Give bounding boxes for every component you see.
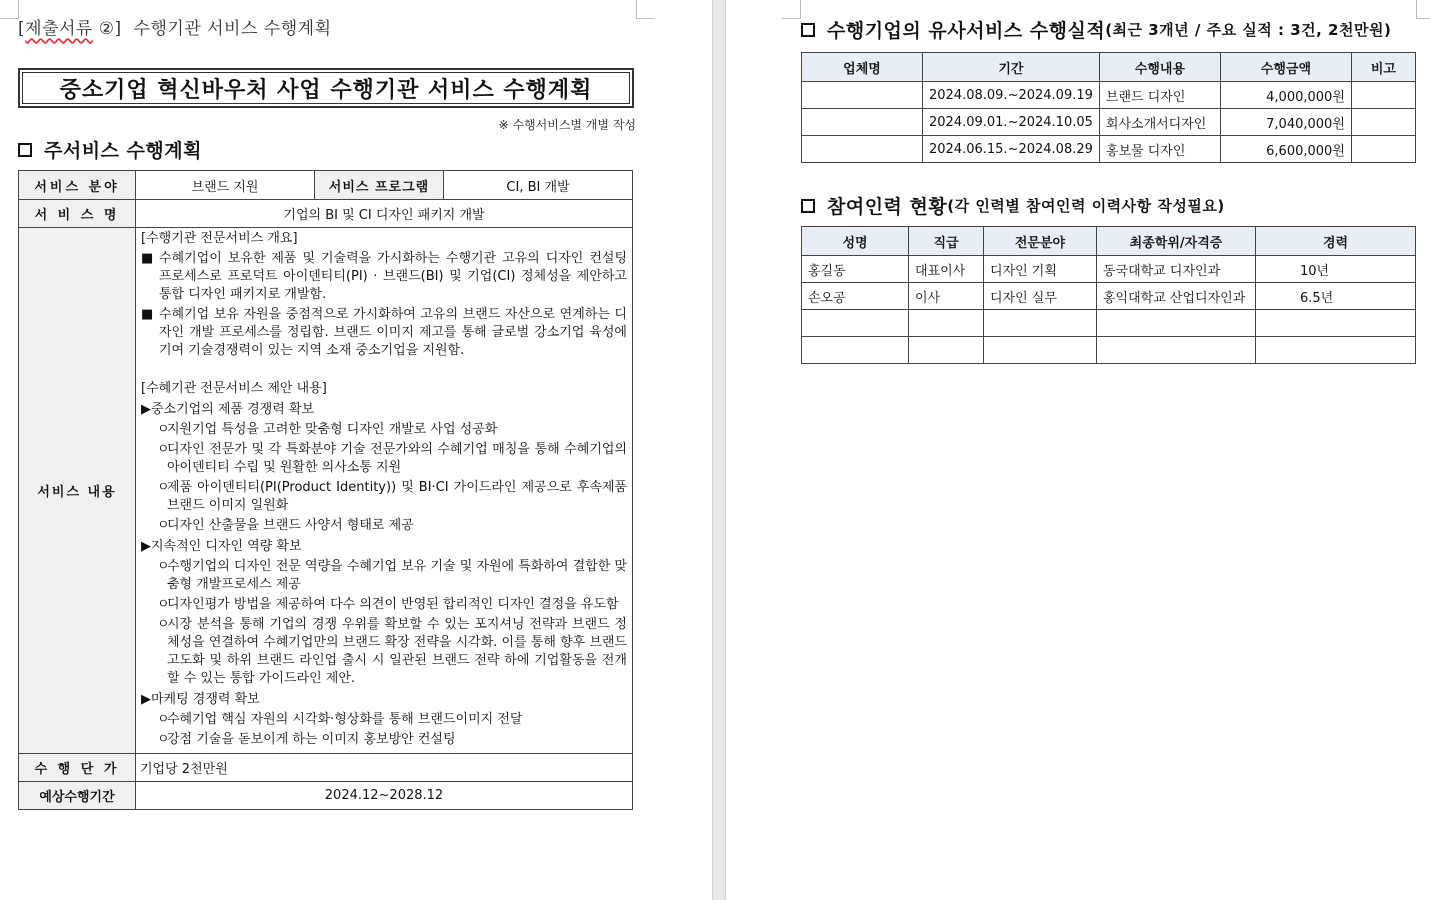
table-cell bbox=[1351, 109, 1415, 136]
header-label: 제출서류 bbox=[25, 19, 93, 39]
circle-bullet-icon: ㅇ bbox=[157, 518, 170, 533]
circle-bullet-icon: ㅇ bbox=[157, 617, 170, 632]
proposal-item bbox=[141, 441, 627, 477]
page-corner-mark bbox=[636, 0, 655, 19]
period-label: 예상수행기간 bbox=[19, 782, 136, 810]
triangle-bullet-icon: ▶ bbox=[141, 402, 151, 417]
proposal-item bbox=[141, 479, 627, 515]
table-cell: 회사소개서디자인 bbox=[1099, 109, 1220, 136]
proposal-item bbox=[141, 731, 627, 749]
column-header: 직급 bbox=[909, 227, 984, 256]
section-heading-text: 수행기업의 유사서비스 수행실적 bbox=[827, 20, 1106, 42]
spacer bbox=[141, 362, 627, 380]
table-cell: 디자인 실무 bbox=[984, 283, 1097, 310]
table-cell: 2024.09.01.~2024.10.05 bbox=[923, 109, 1100, 136]
table-cell: 6.5년 bbox=[1256, 283, 1416, 310]
column-header: 기간 bbox=[923, 53, 1100, 82]
service-content-cell bbox=[136, 228, 633, 754]
column-header: 경력 bbox=[1256, 227, 1416, 256]
circle-bullet-icon: ㅇ bbox=[157, 712, 170, 727]
table-cell: 손오공 bbox=[802, 283, 909, 310]
table-cell bbox=[984, 310, 1097, 337]
table-cell bbox=[802, 82, 923, 109]
proposal-item-text: 디자인평가 방법을 제공하여 다수 의견이 반영된 합리적인 디자인 결정을 유도함 bbox=[167, 597, 619, 612]
table-cell: 동국대학교 디자인과 bbox=[1097, 256, 1256, 283]
column-header: 최종학위/자격증 bbox=[1097, 227, 1256, 256]
proposal-item-text: 디자인 전문가 및 각 특화분야 기술 전문가와의 수혜기업 매칭을 통해 수혜기업의 아이덴티티 수립 및 원활한 의사소통 지원 bbox=[167, 442, 627, 475]
table-cell bbox=[1256, 310, 1416, 337]
table-cell: 홍익대학교 산업디자인과 bbox=[1097, 283, 1256, 310]
table-cell bbox=[909, 337, 984, 364]
column-header: 수행금액 bbox=[1220, 53, 1351, 82]
table-row bbox=[802, 337, 1416, 364]
proposal-group-title-text: 지속적인 디자인 역량 확보 bbox=[151, 539, 302, 554]
table-cell: 디자인 기획 bbox=[984, 256, 1097, 283]
proposal-group-title bbox=[141, 538, 627, 556]
main-title: 중소기업 혁신바우처 사업 수행기관 서비스 수행계획 bbox=[22, 72, 630, 104]
column-header: 성명 bbox=[802, 227, 909, 256]
service-content bbox=[136, 228, 632, 753]
service-plan-table bbox=[18, 170, 633, 810]
checkbox-square-icon bbox=[801, 23, 815, 37]
table-cell bbox=[802, 109, 923, 136]
checkbox-square-icon bbox=[801, 199, 815, 213]
section-heading-text: 주서비스 수행계획 bbox=[44, 140, 202, 162]
circle-bullet-icon: ㅇ bbox=[157, 442, 170, 457]
column-header: 비고 bbox=[1351, 53, 1415, 82]
section-heading-note: (각 인력별 참여인력 이력사항 작성필요) bbox=[947, 197, 1225, 215]
proposal-group-title bbox=[141, 691, 627, 709]
header-bracket: [ bbox=[18, 19, 26, 39]
proposal-item-text: 지원기업 특성을 고려한 맞춤형 디자인 개발로 사업 성공화 bbox=[167, 422, 498, 437]
service-field-value: 브랜드 지원 bbox=[136, 171, 315, 200]
proposal-item-text: 디자인 산출물을 브랜드 사양서 형태로 제공 bbox=[167, 518, 414, 533]
proposal-heading: [수혜기관 전문서비스 제안 내용] bbox=[141, 381, 327, 396]
table-cell: 홍길동 bbox=[802, 256, 909, 283]
table-cell: 6,600,000원 bbox=[1220, 136, 1351, 163]
service-program-label: 서비스 프로그램 bbox=[315, 171, 444, 200]
table-cell bbox=[909, 310, 984, 337]
table-row bbox=[802, 109, 1416, 136]
proposal-item-text: 시장 분석을 통해 기업의 경쟁 우위를 확보할 수 있는 포지셔닝 전략과 브랜드 정체성을 연결하여 수혜기업만의 브랜드 확장 전략을 시각화. 이를 통해 향후 브랜드 고도화 및 하위 브랜드 라인업 출시 시 일관된 브랜드 전략 하에 기업활동을 전개할 수 있는 통합 가이드라인 제안. bbox=[167, 617, 627, 686]
document-header bbox=[18, 14, 332, 39]
proposal-item bbox=[141, 558, 627, 594]
table-row bbox=[802, 136, 1416, 163]
section-heading-note: (최근 3개년 / 주요 실적 : 3건, 2천만원) bbox=[1105, 21, 1392, 39]
page-corner-mark bbox=[782, 0, 801, 19]
circle-bullet-icon: ㅇ bbox=[157, 480, 170, 495]
table-cell: 2024.08.09.~2024.09.19 bbox=[923, 82, 1100, 109]
proposal-group-title-text: 마케팅 경쟁력 확보 bbox=[151, 692, 260, 707]
page-corner-mark bbox=[0, 0, 19, 19]
period-value: 2024.12~2028.12 bbox=[136, 782, 633, 810]
section-heading-performance bbox=[801, 16, 1391, 43]
table-cell: 대표이사 bbox=[909, 256, 984, 283]
overview-item-text: 수혜기업 보유 자원을 중점적으로 가시화하여 고유의 브랜드 자산으로 연계하는 디자인 개발 프로세스를 정립함. 브랜드 이미지 제고를 통해 글로벌 강소기업 육성에 기여 기술경쟁력이 있는 지역 소재 중소기업을 지원함. bbox=[159, 307, 627, 358]
service-name-label: 서 비 스 명 bbox=[19, 200, 136, 228]
proposal-item bbox=[141, 711, 627, 729]
header-title: 수행기관 서비스 수행계획 bbox=[133, 19, 332, 39]
table-cell: 홍보물 디자인 bbox=[1099, 136, 1220, 163]
proposal-item bbox=[141, 421, 627, 439]
table-cell: 4,000,000원 bbox=[1220, 82, 1351, 109]
price-value: 기업당 2천만원 bbox=[136, 754, 633, 782]
column-header: 전문분야 bbox=[984, 227, 1097, 256]
circle-bullet-icon: ㅇ bbox=[157, 597, 170, 612]
proposal-group-title-text: 중소기업의 제품 경쟁력 확보 bbox=[151, 402, 315, 417]
proposal-item-text: 수혜기업 핵심 자원의 시각화·형상화를 통해 브랜드이미지 전달 bbox=[167, 712, 523, 727]
page-gutter bbox=[712, 0, 726, 900]
proposal-group-title bbox=[141, 401, 627, 419]
header-bracket: ] bbox=[114, 19, 122, 39]
table-cell bbox=[1351, 136, 1415, 163]
circle-bullet-icon: ㅇ bbox=[157, 422, 170, 437]
table-cell: 이사 bbox=[909, 283, 984, 310]
right-page bbox=[726, 0, 1430, 900]
table-row bbox=[802, 283, 1416, 310]
table-row bbox=[802, 82, 1416, 109]
performance-table bbox=[801, 52, 1416, 163]
section-heading-staff bbox=[801, 192, 1225, 219]
column-header: 업체명 bbox=[802, 53, 923, 82]
proposal-item-text: 수행기업의 디자인 전문 역량을 수혜기업 보유 기술 및 자원에 특화하여 결합한 맞춤형 개발프로세스 제공 bbox=[167, 559, 627, 592]
service-content-label: 서비스 내용 bbox=[19, 228, 136, 754]
black-square-bullet-icon: ■ bbox=[141, 251, 154, 266]
black-square-bullet-icon: ■ bbox=[141, 307, 154, 322]
staff-table bbox=[801, 226, 1416, 364]
overview-item bbox=[141, 250, 627, 304]
table-cell bbox=[802, 310, 909, 337]
header-number: ② bbox=[98, 19, 115, 39]
table-cell: 브랜드 디자인 bbox=[1099, 82, 1220, 109]
table-cell bbox=[1256, 337, 1416, 364]
proposal-item-text: 강점 기술을 돋보이게 하는 이미지 홍보방안 컨설팅 bbox=[167, 732, 456, 747]
table-row bbox=[802, 256, 1416, 283]
proposal-item bbox=[141, 616, 627, 688]
main-title-box bbox=[18, 68, 634, 108]
price-label: 수 행 단 가 bbox=[19, 754, 136, 782]
circle-bullet-icon: ㅇ bbox=[157, 559, 170, 574]
table-cell: 2024.06.15.~2024.08.29 bbox=[923, 136, 1100, 163]
table-cell: 10년 bbox=[1256, 256, 1416, 283]
page-corner-mark bbox=[1416, 0, 1430, 19]
note-text: ※ 수행서비스별 개별 작성 bbox=[498, 118, 636, 132]
table-cell bbox=[802, 337, 909, 364]
section-heading-text: 참여인력 현황 bbox=[827, 196, 948, 218]
section-heading-main-plan bbox=[18, 136, 202, 163]
service-name-value: 기업의 BI 및 CI 디자인 패키지 개발 bbox=[136, 200, 633, 228]
table-cell bbox=[1097, 310, 1256, 337]
table-row bbox=[802, 310, 1416, 337]
overview-heading: [수행기관 전문서비스 개요] bbox=[141, 231, 298, 246]
circle-bullet-icon: ㅇ bbox=[157, 732, 170, 747]
triangle-bullet-icon: ▶ bbox=[141, 692, 151, 707]
table-cell bbox=[1351, 82, 1415, 109]
left-page bbox=[0, 0, 712, 900]
proposal-item bbox=[141, 517, 627, 535]
checkbox-square-icon bbox=[18, 143, 32, 157]
table-cell bbox=[1097, 337, 1256, 364]
table-cell: 7,040,000원 bbox=[1220, 109, 1351, 136]
overview-item-text: 수혜기업이 보유한 제품 및 기술력을 가시화하는 수행기관 고유의 디자인 컨설팅 프로세스로 프로덕트 아이덴티티(PI) · 브랜드(BI) 및 기업(CI) 정체성을 제안하고 통합 디자인 패키지로 개발함. bbox=[159, 251, 627, 302]
table-cell bbox=[984, 337, 1097, 364]
proposal-item-text: 제품 아이덴티티(PI(Product Identity)) 및 BI·CI 가이드라인 제공으로 후속제품 브랜드 이미지 일원화 bbox=[167, 480, 627, 513]
triangle-bullet-icon: ▶ bbox=[141, 539, 151, 554]
table-cell bbox=[802, 136, 923, 163]
service-field-label: 서비스 분야 bbox=[19, 171, 136, 200]
service-program-value: CI, BI 개발 bbox=[444, 171, 633, 200]
proposal-item bbox=[141, 596, 627, 614]
overview-item bbox=[141, 306, 627, 360]
column-header: 수행내용 bbox=[1099, 53, 1220, 82]
